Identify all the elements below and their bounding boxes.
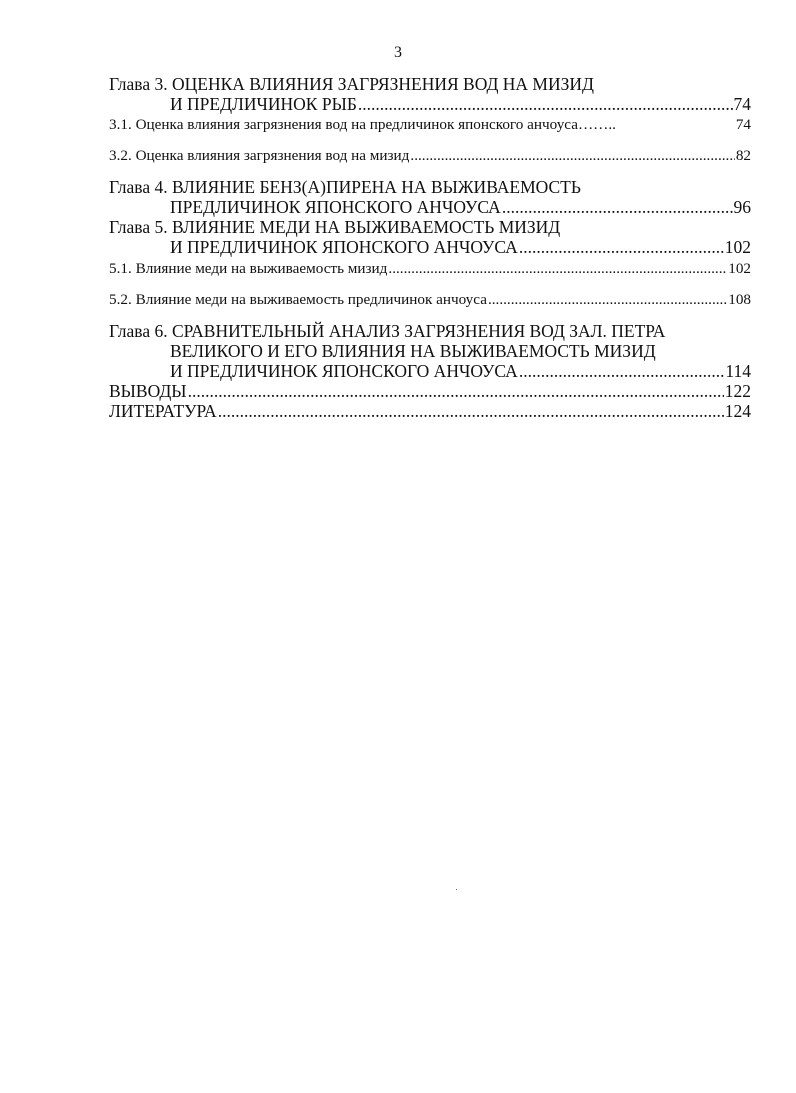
toc-line (109, 217, 751, 237)
toc-section-3-2-title: 3.2. Оценка влияния загрязнения вод на мизид (109, 147, 410, 164)
toc-line (109, 401, 751, 421)
toc-section-5-2-title: 5.2. Влияние меди на выживаемость предличинок анчоуса (109, 291, 487, 308)
toc-line (109, 237, 751, 257)
toc-section-5-1-title: 5.1. Влияние меди на выживаемость мизид (109, 260, 388, 277)
toc-line (109, 115, 751, 135)
toc-line (109, 259, 751, 279)
toc-leader-dots (358, 94, 733, 114)
toc-conclusions-page: 122 (724, 381, 751, 401)
toc-conclusions-title: ВЫВОДЫ (109, 381, 187, 401)
toc-section-3-1 (109, 115, 751, 135)
toc-chapter-6-title-line-1: Глава 6. СРАВНИТЕЛЬНЫЙ АНАЛИЗ ЗАГРЯЗНЕНИЯ ВОД ЗАЛ. ПЕТРА (109, 321, 666, 341)
toc-chapter-3-title-line-2: И ПРЕДЛИЧИНОК РЫБ (170, 94, 357, 114)
toc-conclusions (109, 381, 751, 401)
scan-speck (456, 889, 457, 890)
toc-line (109, 341, 751, 361)
toc-leader-dots (519, 237, 724, 257)
page-number: 3 (394, 44, 402, 61)
toc-leader-dots (410, 146, 734, 166)
toc-leader-dots (502, 197, 733, 217)
toc-section-5-2-page: 108 (728, 291, 751, 308)
toc-literature-page: 124 (724, 401, 751, 421)
toc-chapter-4-page: 96 (733, 197, 751, 217)
table-of-contents (109, 74, 751, 421)
toc-chapter-6 (109, 321, 751, 381)
toc-line (109, 146, 751, 166)
toc-chapter-6-page: 114 (725, 361, 751, 381)
toc-chapter-6-title-line-3: И ПРЕДЛИЧИНОК ЯПОНСКОГО АНЧОУСА (170, 361, 518, 381)
toc-section-3-1-page: 74 (735, 116, 751, 133)
toc-line (109, 290, 751, 310)
toc-line (109, 74, 751, 94)
toc-line (109, 321, 751, 341)
toc-section-3-2 (109, 146, 751, 166)
toc-leader-dots (218, 401, 724, 421)
toc-chapter-5-title-line-1: Глава 5. ВЛИЯНИЕ МЕДИ НА ВЫЖИВАЕМОСТЬ МИЗИД (109, 217, 561, 237)
toc-chapter-4-title-line-1: Глава 4. ВЛИЯНИЕ БЕНЗ(А)ПИРЕНА НА ВЫЖИВАЕМОСТЬ (109, 177, 581, 197)
toc-line (109, 197, 751, 217)
toc-section-5-1-page: 102 (728, 260, 751, 277)
toc-section-5-1 (109, 259, 751, 279)
toc-chapter-5 (109, 217, 751, 257)
toc-line (109, 361, 751, 381)
toc-chapter-3-title-line-1: Глава 3. ОЦЕНКА ВЛИЯНИЯ ЗАГРЯЗНЕНИЯ ВОД НА МИЗИД (109, 74, 594, 94)
toc-section-3-2-page: 82 (735, 147, 751, 164)
toc-chapter-3-page: 74 (733, 94, 751, 114)
toc-leader-dots (519, 361, 725, 381)
toc-leader-dots (188, 381, 724, 401)
toc-leader-dots (488, 290, 727, 310)
toc-literature-title: ЛИТЕРАТУРА (109, 401, 217, 421)
toc-leader-dots (388, 259, 727, 279)
toc-line (109, 94, 751, 114)
toc-section-3-1-title: 3.1. Оценка влияния загрязнения вод на предличинок японского анчоуса (109, 116, 578, 133)
toc-chapter-6-title-line-2: ВЕЛИКОГО И ЕГО ВЛИЯНИЯ НА ВЫЖИВАЕМОСТЬ МИЗИД (170, 341, 656, 361)
toc-chapter-4-title-line-2: ПРЕДЛИЧИНОК ЯПОНСКОГО АНЧОУСА (170, 197, 501, 217)
toc-literature (109, 401, 751, 421)
toc-line (109, 177, 751, 197)
toc-chapter-5-title-line-2: И ПРЕДЛИЧИНОК ЯПОНСКОГО АНЧОУСА (170, 237, 518, 257)
toc-chapter-4 (109, 177, 751, 217)
toc-section-5-2 (109, 290, 751, 310)
toc-line (109, 381, 751, 401)
toc-chapter-3 (109, 74, 751, 114)
toc-section-3-1-ellipsis: …….. (577, 116, 616, 133)
toc-chapter-5-page: 102 (724, 237, 751, 257)
